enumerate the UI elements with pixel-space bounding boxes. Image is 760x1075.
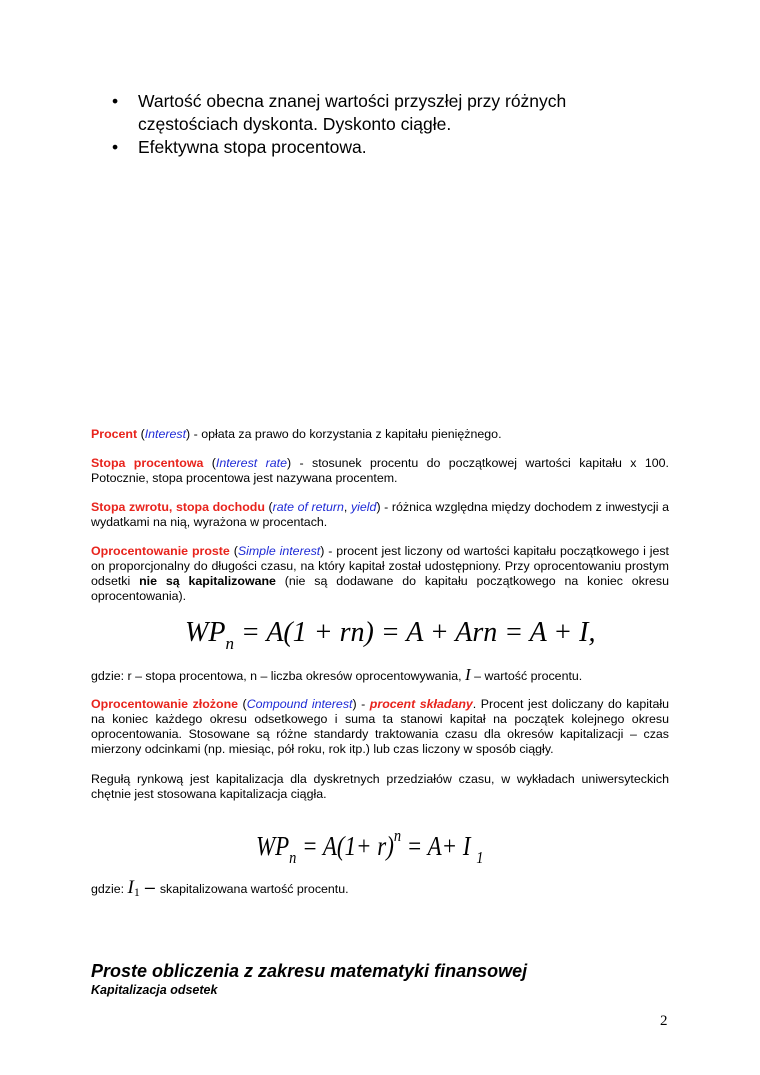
term: Procent: [91, 427, 138, 441]
page-number: 2: [660, 1013, 668, 1029]
english-term: Interest rate: [215, 456, 287, 470]
definition: . Procent jest doliczany do kapitału na koniec każdego okresu odsetkowego i suma ta stanowi kapitał na początek kolejnego okresu oprocentowania. Stosowane są różne standardy traktowania czasu dla okresów kapitalizacji – czas mierzony odcinkami (np. miesiąc, pół roku, rok itp.) lub czas liczony w sposób ciągły.: [91, 697, 669, 756]
bullet-text: Wartość obecna znanej wartości przyszłej przy różnych częstościach dyskonta. Dyskonto ciągłe.: [138, 91, 567, 134]
english-term: yield: [350, 500, 377, 514]
paragraph-stopa-zwrotu: Stopa zwrotu, stopa dochodu (rate of return, yield) - różnica względna między dochodem z inwestycji a wydatkami na nią, wyrażona w procentach.: [91, 500, 669, 529]
formula-legend-1: gdzie: r – stopa procentowa, n – liczba okresów oprocentowywania, I – wartość procentu.: [91, 665, 583, 684]
section-subtitle: Kapitalizacja odsetek: [91, 983, 218, 997]
formula-simple-interest: $WP_n = A(1 + rn) = A$ + Arn = A + I,: [185, 617, 596, 653]
bullet-list: [112, 90, 632, 159]
bold-phrase: nie są kapitalizowane: [139, 574, 276, 588]
english-term: rate of return: [272, 500, 344, 514]
formula-legend-2: gdzie: I1 – skapitalizowana wartość procentu.: [91, 877, 349, 899]
english-term: Interest: [144, 427, 187, 441]
definition: - stosunek procentu do początkowej wartości kapitału x 100. Potocznie, stopa procentowa jest nazywana procentem.: [91, 456, 670, 485]
paragraph-oprocentowanie-proste: Oprocentowanie proste (Simple interest) - procent jest liczony od wartości kapitału początkowego i jest on proporcjonalny do długości czasu, na który kapitał został udostępniony. Przy oprocentowaniu prostym odsetki nie są kapitalizowane (nie są dodawane do kapitału początkowego na koniec okresu oprocentowania).: [91, 544, 669, 603]
term: Stopa procentowa: [91, 456, 204, 470]
paragraph-regula: Regułą rynkową jest kapitalizacja dla dyskretnych przedziałów czasu, w wykładach uniwersyteckich chętnie jest stosowana kapitalizacja ciągła.: [91, 772, 669, 801]
definition: - opłata za prawo do korzystania z kapitału pieniężnego.: [190, 427, 502, 441]
definition-end: (nie są dodawane do kapitału początkowego na koniec okresu oprocentowania).: [91, 574, 669, 603]
paragraph-stopa-procentowa: Stopa procentowa (Interest rate) - stosunek procentu do początkowej wartości kapitału x 100. Potocznie, stopa procentowa jest nazywana procentem.: [91, 456, 670, 485]
bullet-icon: •: [112, 137, 119, 157]
section-title: Proste obliczenia z zakresu matematyki finansowej: [91, 961, 528, 981]
term: procent składany: [369, 697, 473, 711]
definition: - różnica względna między dochodem z inwestycji a wydatkami na nią, wyrażona w procentach.: [91, 500, 669, 529]
list-item: [112, 136, 632, 159]
formula-compound-interest: $WP_n = A(1+ r)^n = A+ I$ $_1$: [256, 826, 484, 867]
bullet-text: Efektywna stopa procentowa.: [138, 137, 367, 157]
list-item: [112, 90, 632, 136]
term: Oprocentowanie złożone: [91, 697, 239, 711]
term: Stopa zwrotu, stopa dochodu: [91, 500, 265, 514]
paragraph-procent: Procent (Interest) - opłata za prawo do korzystania z kapitału pieniężnego.: [91, 427, 502, 441]
term: Oprocentowanie proste: [91, 544, 230, 558]
english-term: Compound interest: [246, 697, 353, 711]
bullet-icon: •: [112, 91, 119, 111]
english-term: Simple interest: [237, 544, 321, 558]
definition: - procent jest liczony od wartości kapitału początkowego i jest on proporcjonalny do długości czasu, na który kapitał został udostępniony. Przy oprocentowaniu prostym odsetki: [91, 544, 669, 588]
paragraph-oprocentowanie-zlozone: Oprocentowanie złożone (Compound interest) - procent składany. Procent jest doliczany do kapitału na koniec każdego okresu odsetkowego i suma ta stanowi kapitał na początek kolejnego okresu oprocentowania. Stosowane są różne standardy traktowania czasu dla okresów kapitalizacji – czas mierzony odcinkami (np. miesiąc, pół roku, rok itp.) lub czas liczony w sposób ciągły.: [91, 697, 669, 756]
